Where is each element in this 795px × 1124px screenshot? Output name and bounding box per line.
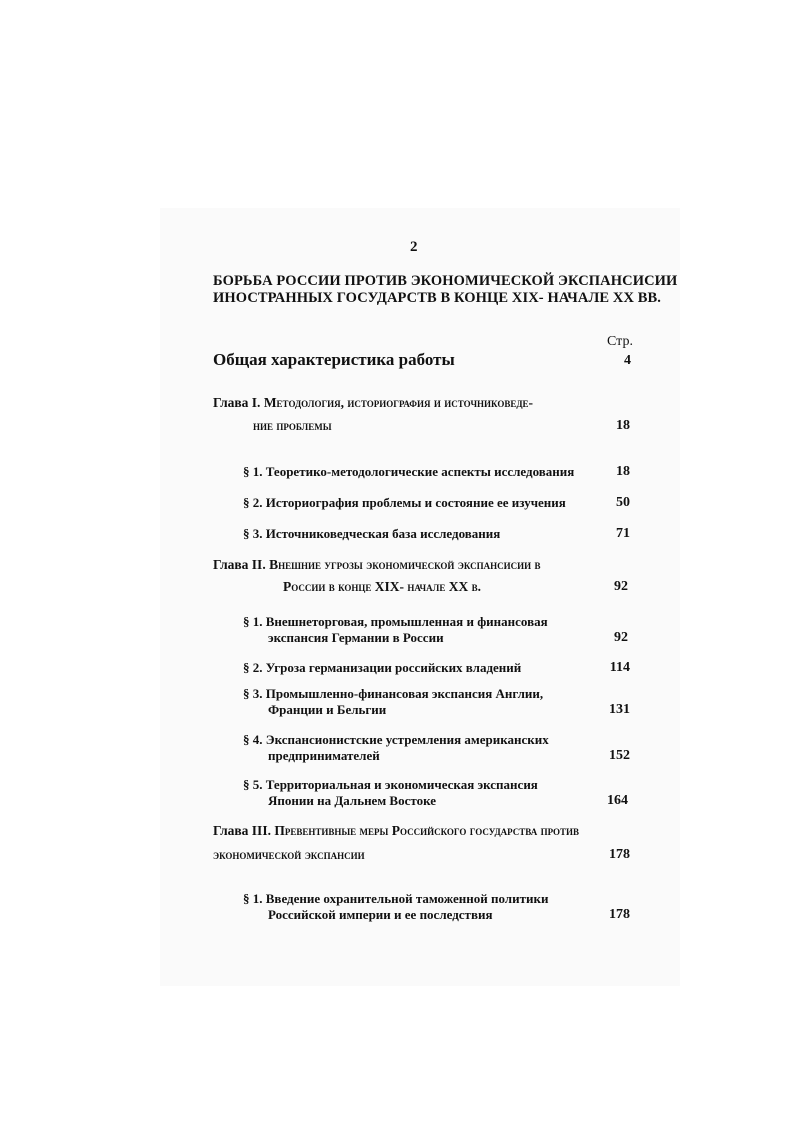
page-number: 2 (410, 239, 418, 255)
chapter-2-section-3-line-2: Франции и Бельгии (268, 702, 387, 717)
page-column-label: Стр. (607, 334, 633, 349)
chapter-1-section-1-page: 18 (616, 464, 630, 479)
title-line-2: ИНОСТРАННЫХ ГОСУДАРСТВ В КОНЦЕ XIX- НАЧАЛЕ XX ВВ. (213, 290, 662, 306)
chapter-3-page: 178 (609, 847, 630, 862)
chapter-1-title-line-2: ние проблемы (253, 418, 332, 433)
chapter-1-heading (213, 395, 533, 411)
chapter-2-section-4-line-1: § 4. Экспансионистские устремления американских (243, 732, 549, 747)
scanned-page-area (160, 208, 680, 986)
chapter-1-section-3-page: 71 (616, 526, 630, 541)
chapter-1-section-2-page: 50 (616, 495, 630, 510)
chapter-1-section-1: § 1. Теоретико-методологические аспекты исследования (243, 464, 575, 479)
overview-page: 4 (624, 353, 631, 368)
chapter-3-section-1-line-1: § 1. Введение охранительной таможенной политики (243, 891, 549, 906)
chapter-3-title-line-2: экономической экспансии (213, 847, 365, 862)
chapter-2-heading (213, 557, 541, 573)
chapter-2-section-1-line-1: § 1. Внешнеторговая, промышленная и финансовая (243, 614, 548, 629)
chapter-2-section-3-page: 131 (609, 702, 630, 717)
chapter-2-title-line-2: России в конце XIX- начале XX в. (283, 579, 481, 594)
chapter-2-section-4-page: 152 (609, 748, 630, 763)
chapter-3-section-1-line-2: Российской империи и ее последствия (268, 907, 493, 922)
overview-entry-label: Общая характеристика работы (213, 350, 455, 369)
chapter-1-prefix: Глава I. (213, 395, 261, 410)
chapter-3-heading (213, 823, 579, 839)
chapter-2-section-5-page: 164 (607, 793, 628, 808)
chapter-1-section-2: § 2. Историография проблемы и состояние ее изучения (243, 495, 566, 510)
chapter-2-prefix: Глава II. (213, 557, 266, 572)
chapter-2-page: 92 (614, 579, 628, 594)
chapter-2-section-4-line-2: предпринимателей (268, 748, 380, 763)
title-line-1: БОРЬБА РОССИИ ПРОТИВ ЭКОНОМИЧЕСКОЙ ЭКСПАНСИСИИ (213, 273, 678, 289)
chapter-2-section-5-line-1: § 5. Территориальная и экономическая экспансия (243, 777, 538, 792)
chapter-3-title-line-1: Превентивные меры Российского государства против (274, 823, 580, 838)
chapter-2-section-1-page: 92 (614, 630, 628, 645)
chapter-2-section-2-line-1: § 2. Угроза германизации российских владений (243, 660, 522, 675)
chapter-2-section-3-line-1: § 3. Промышленно-финансовая экспансия Англии, (243, 686, 544, 701)
chapter-3-prefix: Глава III. (213, 823, 271, 838)
chapter-1-section-3: § 3. Источниковедческая база исследования (243, 526, 501, 541)
chapter-1-title-line-1: Методология, историография и источниковеде- (263, 395, 534, 410)
chapter-2-title-line-1: Внешние угрозы экономической экспансисии в (269, 557, 541, 572)
chapter-2-section-5-line-2: Японии на Дальнем Востоке (268, 793, 437, 808)
chapter-2-section-1-line-2: экспансия Германии в России (268, 630, 444, 645)
chapter-2-section-2-page: 114 (609, 660, 630, 675)
chapter-3-section-1-page: 178 (609, 907, 630, 922)
chapter-1-page: 18 (616, 418, 630, 433)
